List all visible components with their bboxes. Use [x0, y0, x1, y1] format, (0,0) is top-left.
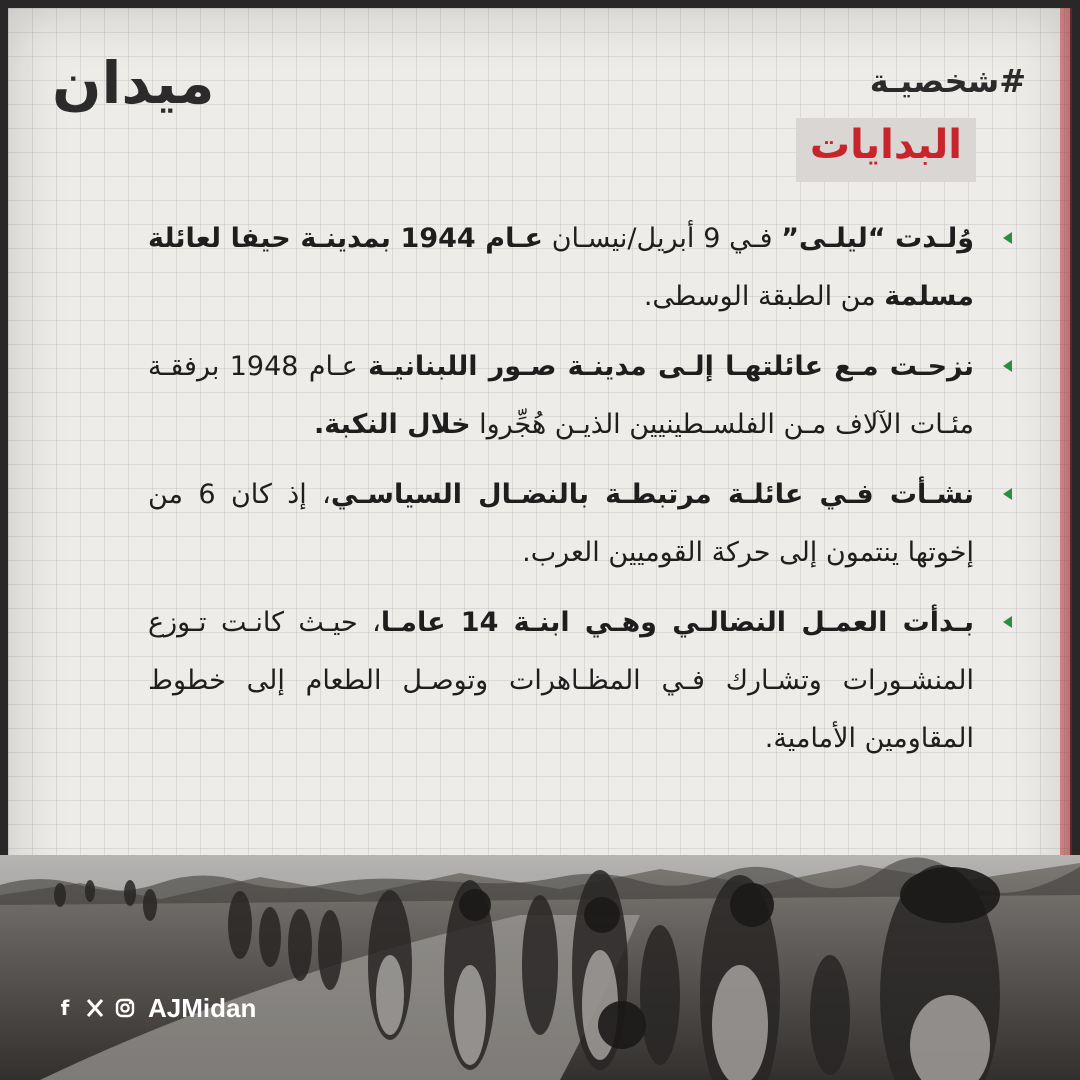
- bullet-seg: نشـأت فـي عائلـة مرتبطـة بالنضـال السياسـي: [330, 479, 974, 510]
- bullet-seg: ، حيـث كانـت تـوزع المنشـورات وتشـارك فـي المظـاهرات وتوصـل الطعام إلى خطوط المقاومين الأمامية.: [148, 607, 974, 754]
- x-icon[interactable]: [84, 997, 106, 1019]
- bullet-arrow-icon: [1003, 232, 1012, 244]
- bullet-seg: من الطبقة الوسطى.: [643, 281, 885, 312]
- section-title: البدايات: [809, 122, 962, 168]
- midan-logo: ميدان: [52, 49, 215, 117]
- refugees-photo: [0, 855, 1080, 1080]
- bullet-item-2: [148, 338, 974, 454]
- bullet-seg: نزحـت مـع عائلتهـا إلـى مدينـة صـور اللبنانيـة: [368, 351, 974, 382]
- instagram-icon[interactable]: [114, 997, 136, 1019]
- hashtag-label: #شخصيـة: [869, 62, 1026, 100]
- social-bar: [54, 994, 256, 1022]
- bullet-seg: وُلـدت “ليلـى”: [781, 223, 975, 254]
- facebook-icon[interactable]: f: [60, 996, 70, 1020]
- bullet-seg: بـدأت العمـل النضالـي وهـي ابنـة 14 عامـا: [380, 607, 974, 638]
- social-handle[interactable]: AJMidan: [148, 992, 257, 1023]
- bullet-item-4: [148, 594, 974, 768]
- bullet-seg: عـام 1948 برفقـة مئـات الآلاف مـن الفلسـطينيين الذيـن هُجِّروا: [148, 351, 974, 440]
- bullet-seg: خلال النكبة.: [313, 409, 471, 440]
- bullet-arrow-icon: [1003, 616, 1012, 628]
- bullet-arrow-icon: [1003, 488, 1012, 500]
- bullet-seg: ، إذ كان 6 من إخوتها ينتمون إلى حركة القوميين العرب.: [148, 479, 974, 568]
- bullet-item-1: [148, 210, 974, 326]
- bullet-list: [148, 210, 974, 780]
- bullet-seg: فـي 9 أبريل/نيسـان: [542, 223, 782, 254]
- bullet-arrow-icon: [1003, 360, 1012, 372]
- bullet-seg: عـام 1944 بمدينـة حيفا لعائلة مسلمة: [148, 223, 974, 312]
- red-edge-accent: [1060, 8, 1072, 868]
- bullet-item-3: [148, 466, 974, 582]
